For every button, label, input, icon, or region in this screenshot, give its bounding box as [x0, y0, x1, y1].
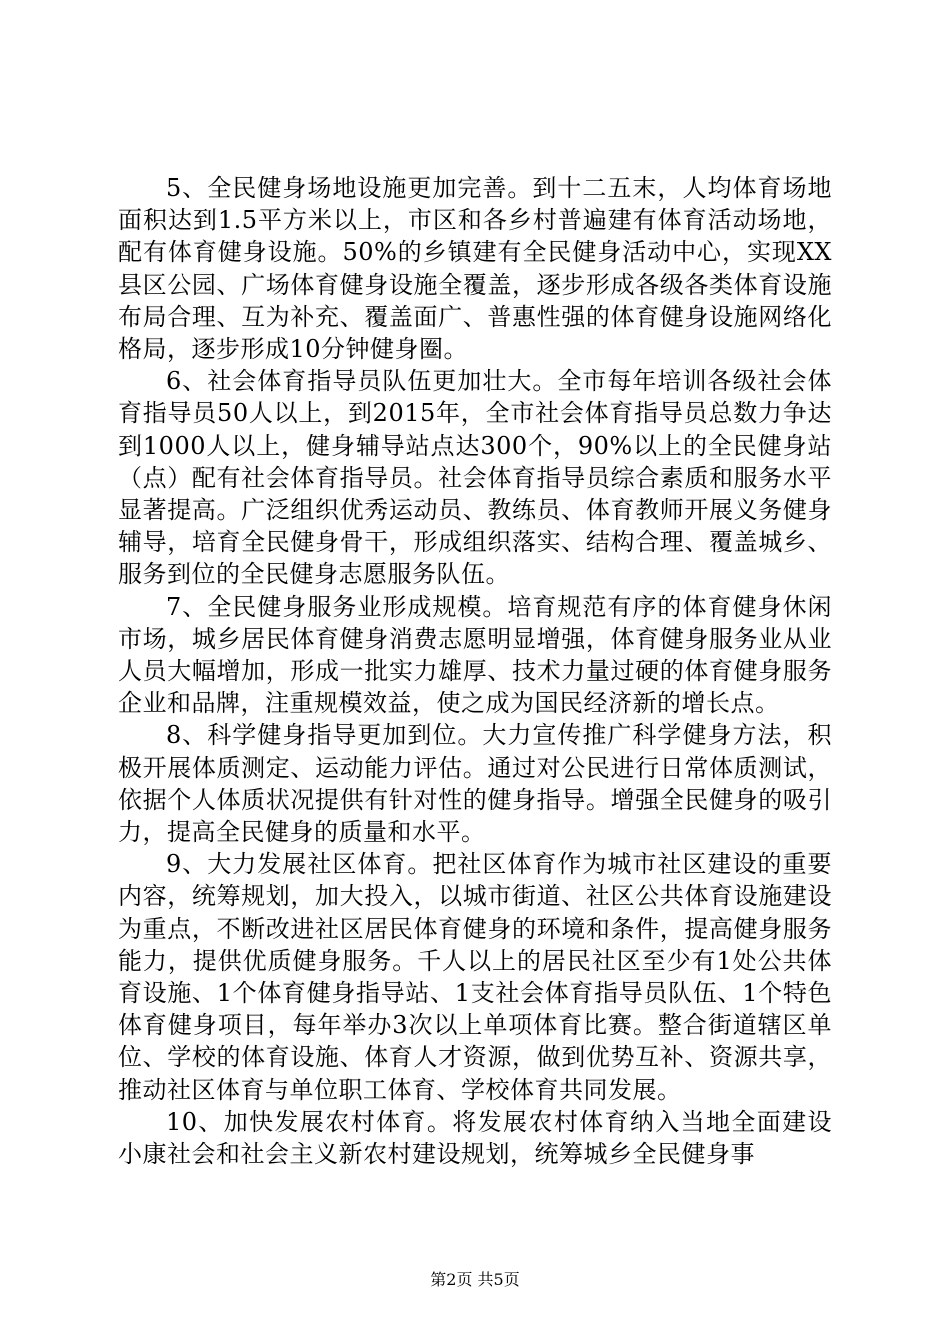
page-footer: 第2页 共5页: [430, 1270, 520, 1289]
paragraph-8: 8、科学健身指导更加到位。大力宣传推广科学健身方法，积极开展体质测定、运动能力评估。通过对公民进行日常体质测试，依据个人体质状况提供有针对性的健身指导。增强全民健身的吸引力，提高全民健身的质量和水平。: [118, 721, 832, 847]
paragraph-6: 6、社会体育指导员队伍更加壮大。全市每年培训各级社会体育指导员50人以上，到2015年，全市社会体育指导员总数力争达到1000人以上，健身辅导站点达300个，90%以上的全民健身站（点）配有社会体育指导员。社会体育指导员综合素质和服务水平显著提高。广泛组织优秀运动员、教练员、体育教师开展义务健身辅导，培育全民健身骨干，形成组织落实、结构合理、覆盖城乡、服务到位的全民健身志愿服务队伍。: [118, 367, 832, 589]
paragraph-5: 5、全民健身场地设施更加完善。到十二五末，人均体育场地面积达到1.5平方米以上，市区和各乡村普遍建有体育活动场地，配有体育健身设施。50%的乡镇建有全民健身活动中心，实现XX县区公园、广场体育健身设施全覆盖，逐步形成各级各类体育设施布局合理、互为补充、覆盖面广、普惠性强的体育健身设施网络化格局，逐步形成10分钟健身圈。: [118, 174, 832, 364]
document-body: [118, 172, 832, 1170]
paragraph-10: 10、加快发展农村体育。将发展农村体育纳入当地全面建设小康社会和社会主义新农村建设规划，统筹城乡全民健身事: [118, 1107, 832, 1169]
paragraph-9: 9、大力发展社区体育。把社区体育作为城市社区建设的重要内容，统筹规划，加大投入，以城市街道、社区公共体育设施建设为重点，不断改进社区居民体育健身的环境和条件，提高健身服务能力，提供优质健身服务。千人以上的居民社区至少有1处公共体育设施、1个体育健身指导站、1支社会体育指导员队伍、1个特色体育健身项目，每年举办3次以上单项体育比赛。整合街道辖区单位、学校的体育设施、体育人才资源，做到优势互补、资源共享，推动社区体育与单位职工体育、学校体育共同发展。: [118, 850, 832, 1104]
paragraph-7: 7、全民健身服务业形成规模。培育规范有序的体育健身休闲市场，城乡居民体育健身消费志愿明显增强，体育健身服务业从业人员大幅增加，形成一批实力雄厚、技术力量过硬的体育健身服务企业和品牌，注重规模效益，使之成为国民经济新的增长点。: [118, 592, 832, 718]
